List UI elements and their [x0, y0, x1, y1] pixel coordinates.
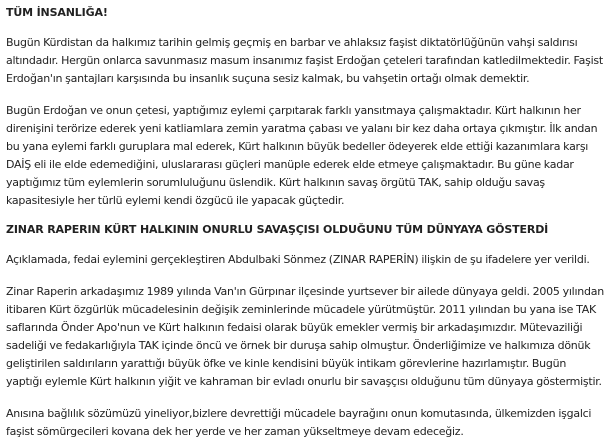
article-paragraph: Zinar Raperin arkadaşımız 1989 yılında Van'ın Gürpınar ilçesinde yurtsever bir ailede dünyaya geldi. 2005 yılından itibaren Kürt özgürlük mücadelesinin değişik zeminlerinde mücadele yürütmüştür. 2011 yılından bu yana ise TAK saflarında Önder Apo'nun ve Kürt halkının fedaisi olarak büyük emekler vermiş bir arkadaşımızdır. Mütevaziliği sadeliği ve fedakarlığıyla TAK içinde öncü ve örnek bir duruşa sahip olmuştur. Önderliğimize ve halkımıza dönük geliştirilen saldırıların yarattığı büyük öfke ve kinle kendisini büyük intikam görevlerine hazırlamıştır. Bugün yaptığı eylemle Kürt halkının yiğit ve kahraman bir evladı onurlu bir savaşçısı olduğunu tüm dünyaya göstermiştir.	[6, 285, 604, 388]
article-paragraph: Bugün Kürdistan da halkımız tarihin gelmiş geçmiş en barbar ve ahlaksız faşist diktatörlüğünün vahşi saldırısı altındadır. Hergün onlarca savunmasız masum insanımız faşist Erdoğan çeteleri tarafından katledilmektedir. Faşist Erdoğan'ın şantajları karşısında bu insanlık suçuna sesiz kalmak, bu vahşetin ortağı olmak demektir.	[6, 36, 603, 85]
article-paragraph: Anısına bağlılık sözümüzü yineliyor,bizlere devrettiği mücadele bayrağını onun komutasında, ülkemizden işgalci faşist sömürgecileri kovana dek her yerde ve her zaman yükseltmeye devam edeceğiz.	[6, 407, 592, 438]
article-title: TÜM İNSANLIĞA!	[6, 6, 108, 19]
article-paragraph: Açıklamada, fedai eylemini gerçekleştiren Abdulbaki Sönmez (ZINAR RAPERİN) ilişkin de şu ifadelere yer verildi.	[6, 253, 590, 266]
article-paragraph: Bugün Erdoğan ve onun çetesi, yaptığımız eylemi çarpıtarak farklı yansıtmaya çalışmaktadır. Kürt halkının her direnişini terörize ederek yeni katliamlara zemin yaratma çabası ve yalanı bir kez daha ortaya çıkmıştır. İlk andan bu yana eylemi farklı guruplara mal ederek, Kürt halkının büyük bedeller ödeyerek elde ettiği kazanımlara karşı DAİŞ eli ile elde edemediğini, uluslararası güçleri manüple ederek elde etmeye çalışmaktadır. Bu güne kadar yaptığımız tüm eylemlerin sorumluluğunu üslendik. Kürt halkının savaş örgütü TAK, sahip olduğu savaş kapasitesiyle her türlü eylemi kendi özgücü ile yapacak güçtedir.	[6, 104, 598, 207]
article-subheading: ZINAR RAPERIN KÜRT HALKININ ONURLU SAVAŞÇISI OLDUĞUNU TÜM DÜNYAYA GÖSTERDİ	[6, 223, 549, 236]
